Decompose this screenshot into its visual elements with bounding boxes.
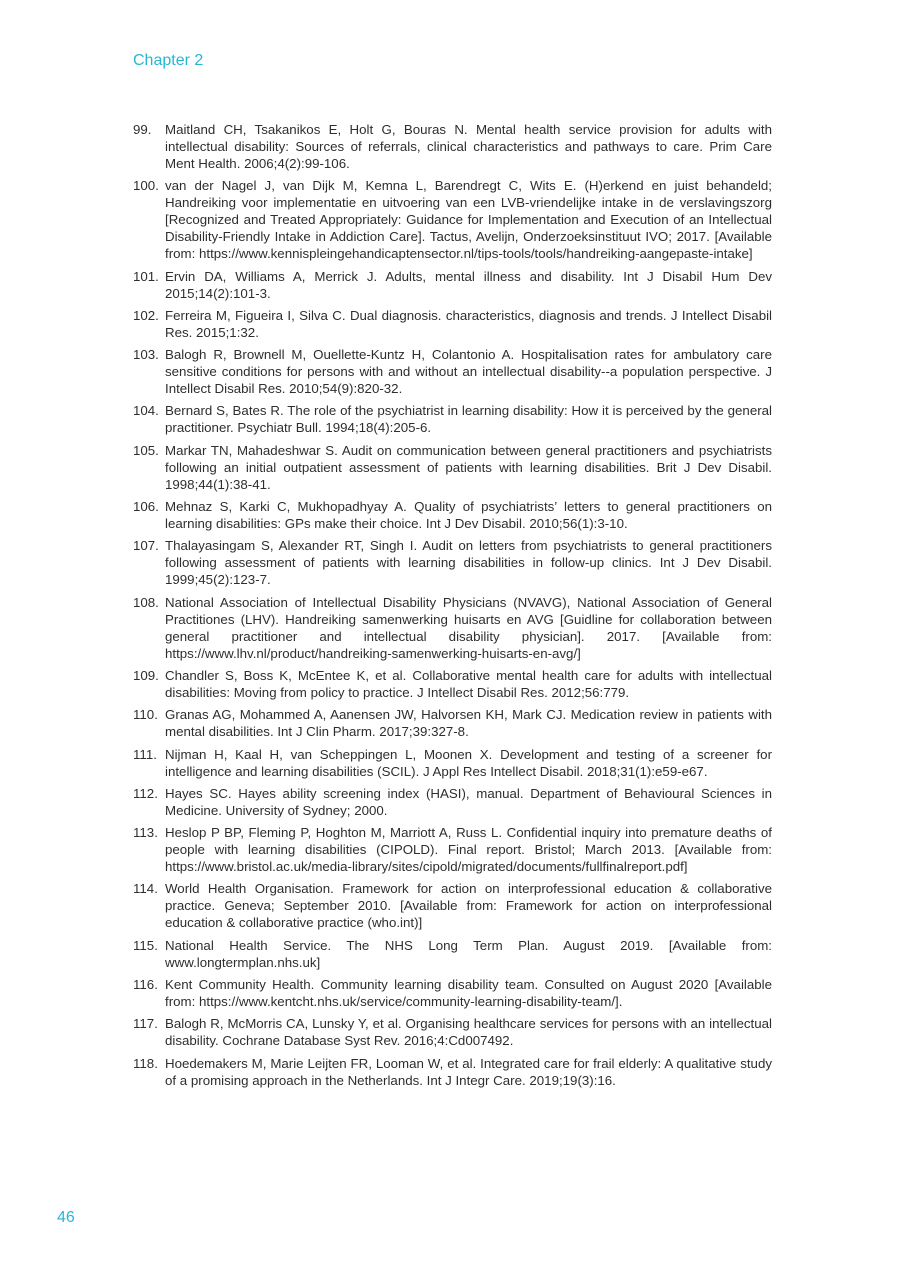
reference-text: Balogh R, Brownell M, Ouellette-Kuntz H, Colantonio A. Hospitalisation rates for ambulatory care sensitive conditions for persons with and without an intellectual disability--a population perspective. J Intellect Disabil Res. 2010;54(9):820-32. <box>165 347 772 397</box>
reference-item <box>133 1015 772 1049</box>
reference-number: 102. <box>133 307 159 323</box>
reference-number: 114. <box>133 881 158 897</box>
reference-number: 107. <box>133 538 159 554</box>
reference-text: Thalayasingam S, Alexander RT, Singh I. Audit on letters from psychiatrists to general practitioners following assessment of patients with learning disabilities in follow-up clinics. Int J Dev Disabil. 1999;45(2):123-7. <box>165 538 772 588</box>
reference-text: Kent Community Health. Community learning disability team. Consulted on August 2020 [Available from: https://www.kentcht.nhs.uk/service/community-learning-disability-team/]. <box>165 977 772 1010</box>
reference-item <box>133 785 772 819</box>
chapter-header: Chapter 2 <box>133 52 204 69</box>
reference-number: 101. <box>133 268 159 284</box>
reference-text: Mehnaz S, Karki C, Mukhopadhyay A. Quality of psychiatrists’ letters to general practitioners on learning disabilities: GPs make their choice. Int J Dev Disabil. 2010;56(1):3-10. <box>165 499 772 532</box>
reference-item <box>133 880 772 931</box>
reference-item <box>133 1055 772 1089</box>
reference-text: Ervin DA, Williams A, Merrick J. Adults, mental illness and disability. Int J Disabil Hum Dev 2015;14(2):101-3. <box>165 268 772 301</box>
reference-number: 117. <box>133 1016 158 1032</box>
reference-number: 99. <box>133 122 152 137</box>
reference-number: 105. <box>133 442 159 458</box>
reference-text: Heslop P BP, Fleming P, Hoghton M, Marriott A, Russ L. Confidential inquiry into premature deaths of people with learning disabilities (CIPOLD). Final report. Bristol; March 2013. [Available from: https://www.bristol.ac.uk/media-library/sites/cipold/migrated/documents/fullfinalreport.pdf] <box>165 825 772 875</box>
reference-text: Granas AG, Mohammed A, Aanensen JW, Halvorsen KH, Mark CJ. Medication review in patients with mental disabilities. Int J Clin Pharm. 2017;39:327-8. <box>165 707 772 740</box>
reference-number: 115. <box>133 937 158 953</box>
reference-text: Hayes SC. Hayes ability screening index (HASI), manual. Department of Behavioural Sciences in Medicine. University of Sydney; 2000. <box>165 785 772 818</box>
reference-item <box>133 402 772 436</box>
reference-text: Hoedemakers M, Marie Leijten FR, Looman W, et al. Integrated care for frail elderly: A qualitative study of a promising approach in the Netherlands. Int J Integr Care. 2019;19(3):16. <box>165 1055 772 1088</box>
reference-item <box>133 706 772 740</box>
reference-item <box>133 268 772 302</box>
reference-item <box>133 346 772 397</box>
reference-item <box>133 824 772 875</box>
reference-text: Maitland CH, Tsakanikos E, Holt G, Bouras N. Mental health service provision for adults with intellectual disability: Sources of referrals, clinical characteristics and pathways to care. Prim Care Ment Health. 2006;4(2):99-106. <box>165 122 772 171</box>
reference-item <box>133 307 772 341</box>
reference-item <box>133 594 772 662</box>
reference-text: Chandler S, Boss K, McEntee K, et al. Collaborative mental health care for adults with intellectual disabilities: Moving from policy to practice. J Intellect Disabil Res. 2012;56:779. <box>165 667 772 700</box>
reference-number: 109. <box>133 667 159 683</box>
reference-number: 108. <box>133 594 159 610</box>
reference-text: Nijman H, Kaal H, van Scheppingen L, Moonen X. Development and testing of a screener for intelligence and learning disabilities (SCIL). J Appl Res Intellect Disabil. 2018;31(1):e59-e67. <box>165 746 772 779</box>
reference-number: 113. <box>133 825 158 841</box>
reference-text: Balogh R, McMorris CA, Lunsky Y, et al. Organising healthcare services for persons with an intellectual disability. Cochrane Database Syst Rev. 2016;4:Cd007492. <box>165 1016 772 1049</box>
reference-item <box>133 121 772 172</box>
reference-item <box>133 442 772 493</box>
reference-text: Ferreira M, Figueira I, Silva C. Dual diagnosis. characteristics, diagnosis and trends. J Intellect Disabil Res. 2015;1:32. <box>165 307 772 340</box>
reference-item <box>133 667 772 701</box>
reference-text: National Health Service. The NHS Long Term Plan. August 2019. [Available from: www.longtermplan.nhs.uk] <box>165 937 772 970</box>
reference-text: van der Nagel J, van Dijk M, Kemna L, Barendregt C, Wits E. (H)erkend en juist behandeld; Handreiking voor implementatie en uitvoering van een LVB-vriendelijke intake in de verslavingszorg [Recognized and Treated Appropriately: Guidance for Implementation and Execution of an Intellectual Disability-Friendly Intake in Addiction Care]. Tactus, Avelijn, Onderzoeksinstituut IVO; 2017. [Available from: https://www.kennispleingehandicaptensector.nl/tips-tools/tools/handreiking-aangepaste-intake] <box>165 178 772 262</box>
reference-item <box>133 537 772 588</box>
reference-number: 106. <box>133 499 159 515</box>
reference-item <box>133 498 772 532</box>
reference-text: National Association of Intellectual Disability Physicians (NVAVG), National Association of General Practitiones (LHV). Handreiking samenwerking huisarts en AVG [Guidline for collaboration between general practitioner and intellectual disability physician]. 2017. [Available from: https://www.lhv.nl/product/handreiking-samenwerking-huisarts-en-avg/] <box>165 594 772 661</box>
reference-number: 103. <box>133 347 159 363</box>
reference-text: Markar TN, Mahadeshwar S. Audit on communication between general practitioners and psychiatrists following an initial outpatient assessment of patients with learning disabilities. Brit J Dev Disabil. 1998;44(1):38-41. <box>165 442 772 492</box>
reference-item <box>133 937 772 971</box>
reference-number: 116. <box>133 977 158 993</box>
reference-number: 118. <box>133 1055 158 1071</box>
reference-number: 104. <box>133 403 159 419</box>
reference-list <box>133 121 772 1094</box>
reference-text: World Health Organisation. Framework for action on interprofessional education & collaborative practice. Geneva; September 2010. [Available from: Framework for action on interprofessional education & collaborative practice (who.int)] <box>165 881 772 931</box>
reference-item <box>133 976 772 1010</box>
reference-number: 100. <box>133 178 159 194</box>
reference-item <box>133 177 772 262</box>
reference-number: 110. <box>133 707 158 723</box>
reference-item <box>133 746 772 780</box>
page-number: 46 <box>57 1209 75 1226</box>
reference-number: 111. <box>133 746 157 762</box>
reference-text: Bernard S, Bates R. The role of the psychiatrist in learning disability: How it is perceived by the general practitioner. Psychiatr Bull. 1994;18(4):205-6. <box>165 403 772 436</box>
reference-number: 112. <box>133 785 158 801</box>
